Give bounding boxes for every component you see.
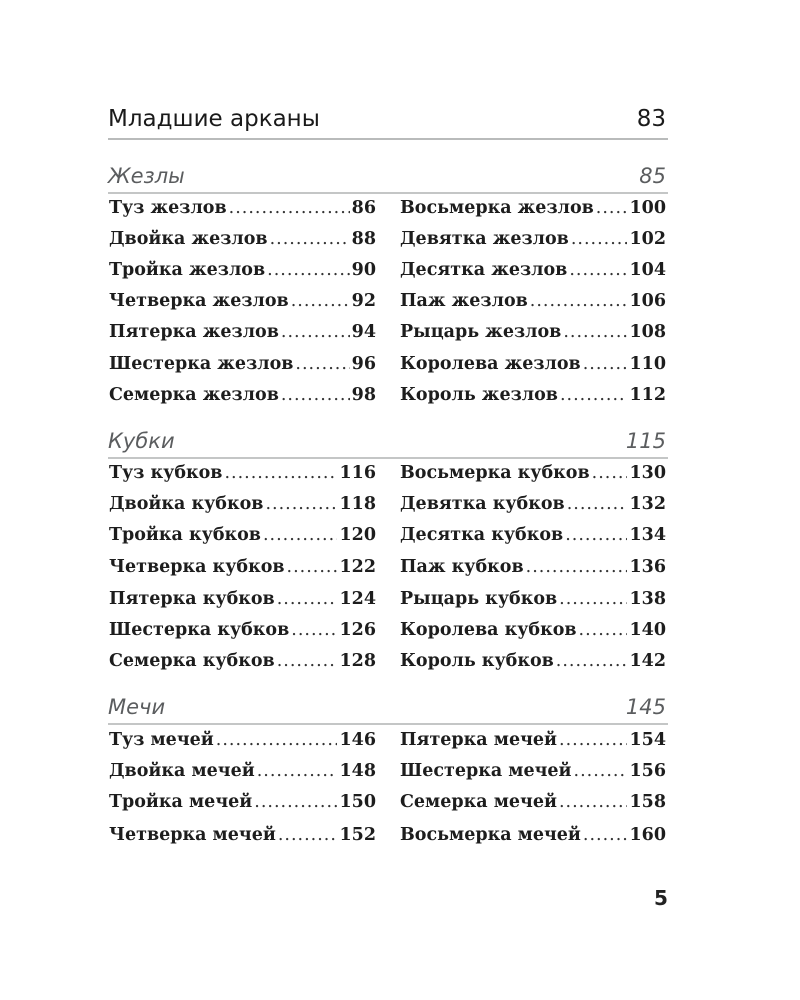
entry-page: 96: [351, 354, 376, 374]
toc-entry[interactable]: [400, 525, 666, 549]
entry-page: 92: [351, 291, 376, 311]
entry-label: Восьмерка жезлов: [400, 198, 594, 218]
entry-page: 134: [629, 525, 666, 545]
entry-label: Рыцарь жезлов: [400, 322, 562, 342]
leader-dots: [530, 291, 628, 311]
section-page: 115: [625, 429, 666, 453]
toc-entry[interactable]: [400, 322, 666, 346]
entry-label: Пятерка кубков: [109, 589, 275, 609]
leader-dots: [556, 651, 628, 671]
entry-page: 124: [339, 589, 376, 609]
entry-page: 106: [629, 291, 666, 311]
toc-entry[interactable]: [109, 322, 376, 346]
leader-dots: [281, 322, 350, 342]
toc-entry[interactable]: [109, 825, 376, 849]
entry-label: Четверка мечей: [109, 825, 276, 845]
leader-dots: [583, 354, 628, 374]
toc-entry[interactable]: [400, 589, 666, 613]
toc-entry[interactable]: [400, 761, 666, 785]
toc-entry[interactable]: [400, 494, 666, 518]
entry-label: Четверка жезлов: [109, 291, 289, 311]
entry-page: 108: [629, 322, 666, 342]
entry-page: 98: [351, 385, 376, 405]
entry-page: 128: [339, 651, 376, 671]
leader-dots: [526, 557, 628, 577]
leader-dots: [559, 792, 628, 812]
chapter-page: 83: [636, 106, 666, 132]
toc-entry[interactable]: [400, 792, 666, 816]
toc-entry[interactable]: [400, 354, 666, 378]
entry-label: Двойка кубков: [109, 494, 264, 514]
toc-entry[interactable]: [109, 525, 376, 549]
entry-label: Десятка жезлов: [400, 260, 568, 280]
entry-label: Шестерка жезлов: [109, 354, 294, 374]
leader-dots: [257, 761, 338, 781]
entry-page: 88: [351, 229, 376, 249]
entry-label: Семерка жезлов: [109, 385, 279, 405]
leader-dots: [592, 463, 628, 483]
toc-entry[interactable]: [400, 198, 666, 222]
toc-entry[interactable]: [109, 291, 376, 315]
entry-label: Двойка жезлов: [109, 229, 268, 249]
section-heading-cups: [108, 431, 668, 459]
section-heading-wands: [108, 166, 668, 194]
entry-label: Шестерка кубков: [109, 620, 290, 640]
toc-entry[interactable]: [400, 651, 666, 675]
leader-dots: [277, 589, 338, 609]
leader-dots: [291, 291, 350, 311]
entry-label: Двойка мечей: [109, 761, 255, 781]
entry-page: 112: [629, 385, 666, 405]
entry-page: 102: [629, 229, 666, 249]
chapter-title: Младшие арканы: [108, 106, 320, 132]
entry-label: Тройка жезлов: [109, 260, 266, 280]
entry-label: Восьмерка мечей: [400, 825, 581, 845]
toc-entry[interactable]: [109, 589, 376, 613]
entry-label: Королева кубков: [400, 620, 577, 640]
leader-dots: [267, 260, 350, 280]
entry-page: 122: [339, 557, 376, 577]
section-title: Жезлы: [108, 164, 185, 188]
leader-dots: [216, 730, 338, 750]
leader-dots: [229, 198, 350, 218]
entry-page: 140: [629, 620, 666, 640]
entry-page: 104: [629, 260, 666, 280]
entry-page: 118: [339, 494, 376, 514]
entry-label: Король жезлов: [400, 385, 558, 405]
page-number: 5: [654, 886, 668, 910]
leader-dots: [567, 494, 628, 514]
entry-page: 160: [629, 825, 666, 845]
toc-entry[interactable]: [109, 354, 376, 378]
entry-label: Король кубков: [400, 651, 554, 671]
section-heading-swords: [108, 697, 668, 725]
toc-entry[interactable]: [400, 291, 666, 315]
section-page: 85: [639, 164, 666, 188]
entry-page: 100: [629, 198, 666, 218]
leader-dots: [574, 761, 628, 781]
entry-page: 138: [629, 589, 666, 609]
leader-dots: [583, 825, 628, 845]
toc-entry[interactable]: [400, 557, 666, 581]
leader-dots: [559, 589, 627, 609]
leader-dots: [291, 620, 337, 640]
chapter-heading: [108, 104, 668, 140]
toc-entry[interactable]: [109, 260, 376, 284]
entry-page: 156: [629, 761, 666, 781]
entry-page: 146: [339, 730, 376, 750]
toc-entry[interactable]: [109, 385, 376, 409]
entry-label: Паж жезлов: [400, 291, 528, 311]
toc-entry[interactable]: [109, 557, 376, 581]
leader-dots: [569, 260, 627, 280]
entry-page: 90: [351, 260, 376, 280]
leader-dots: [265, 494, 337, 514]
toc-entry[interactable]: [400, 620, 666, 644]
leader-dots: [560, 385, 628, 405]
entry-page: 86: [351, 198, 376, 218]
section-page: 145: [625, 695, 666, 719]
entry-page: 142: [629, 651, 666, 671]
toc-entry[interactable]: [109, 730, 376, 754]
toc-entry[interactable]: [109, 198, 376, 222]
toc-entry[interactable]: [109, 463, 376, 487]
entry-label: Туз жезлов: [109, 198, 227, 218]
leader-dots: [278, 825, 338, 845]
leader-dots: [263, 525, 338, 545]
toc-entry[interactable]: [109, 229, 376, 253]
section-title: Мечи: [108, 695, 166, 719]
entry-label: Семерка мечей: [400, 792, 557, 812]
entry-label: Десятка кубков: [400, 525, 564, 545]
leader-dots: [565, 525, 627, 545]
entry-label: Девятка жезлов: [400, 229, 569, 249]
leader-dots: [596, 198, 628, 218]
toc-entry[interactable]: [109, 651, 376, 675]
toc-entry[interactable]: [109, 792, 376, 816]
entry-label: Паж кубков: [400, 557, 524, 577]
leader-dots: [287, 557, 338, 577]
entry-label: Пятерка мечей: [400, 730, 557, 750]
leader-dots: [281, 385, 350, 405]
entry-page: 132: [629, 494, 666, 514]
leader-dots: [277, 651, 338, 671]
entry-page: 148: [339, 761, 376, 781]
toc-entry[interactable]: [109, 620, 376, 644]
entry-page: 130: [629, 463, 666, 483]
leader-dots: [563, 322, 627, 342]
leader-dots: [559, 730, 627, 750]
section-title: Кубки: [108, 429, 175, 453]
leader-dots: [571, 229, 628, 249]
toc-entry[interactable]: [400, 825, 666, 849]
entry-label: Шестерка мечей: [400, 761, 572, 781]
entry-page: 154: [629, 730, 666, 750]
entry-label: Четверка кубков: [109, 557, 285, 577]
toc-entry[interactable]: [109, 761, 376, 785]
leader-dots: [270, 229, 350, 249]
entry-label: Рыцарь кубков: [400, 589, 558, 609]
entry-label: Тройка мечей: [109, 792, 253, 812]
entry-page: 110: [629, 354, 666, 374]
leader-dots: [224, 463, 337, 483]
toc-entry[interactable]: [400, 385, 666, 409]
entry-label: Туз кубков: [109, 463, 223, 483]
entry-page: 94: [351, 322, 376, 342]
toc-entry[interactable]: [400, 730, 666, 754]
entry-label: Восьмерка кубков: [400, 463, 590, 483]
entry-page: 150: [339, 792, 376, 812]
entry-label: Семерка кубков: [109, 651, 275, 671]
entry-label: Королева жезлов: [400, 354, 581, 374]
entry-page: 158: [629, 792, 666, 812]
entry-page: 136: [629, 557, 666, 577]
toc-entry[interactable]: [400, 463, 666, 487]
entry-page: 120: [339, 525, 376, 545]
leader-dots: [579, 620, 628, 640]
entry-page: 116: [339, 463, 376, 483]
toc-entry[interactable]: [109, 494, 376, 518]
entry-label: Туз мечей: [109, 730, 214, 750]
entry-label: Тройка кубков: [109, 525, 261, 545]
entry-page: 152: [339, 825, 376, 845]
toc-entry[interactable]: [400, 229, 666, 253]
entry-page: 126: [339, 620, 376, 640]
toc-entry[interactable]: [400, 260, 666, 284]
leader-dots: [254, 792, 337, 812]
entry-label: Девятка кубков: [400, 494, 565, 514]
entry-label: Пятерка жезлов: [109, 322, 279, 342]
leader-dots: [295, 354, 349, 374]
